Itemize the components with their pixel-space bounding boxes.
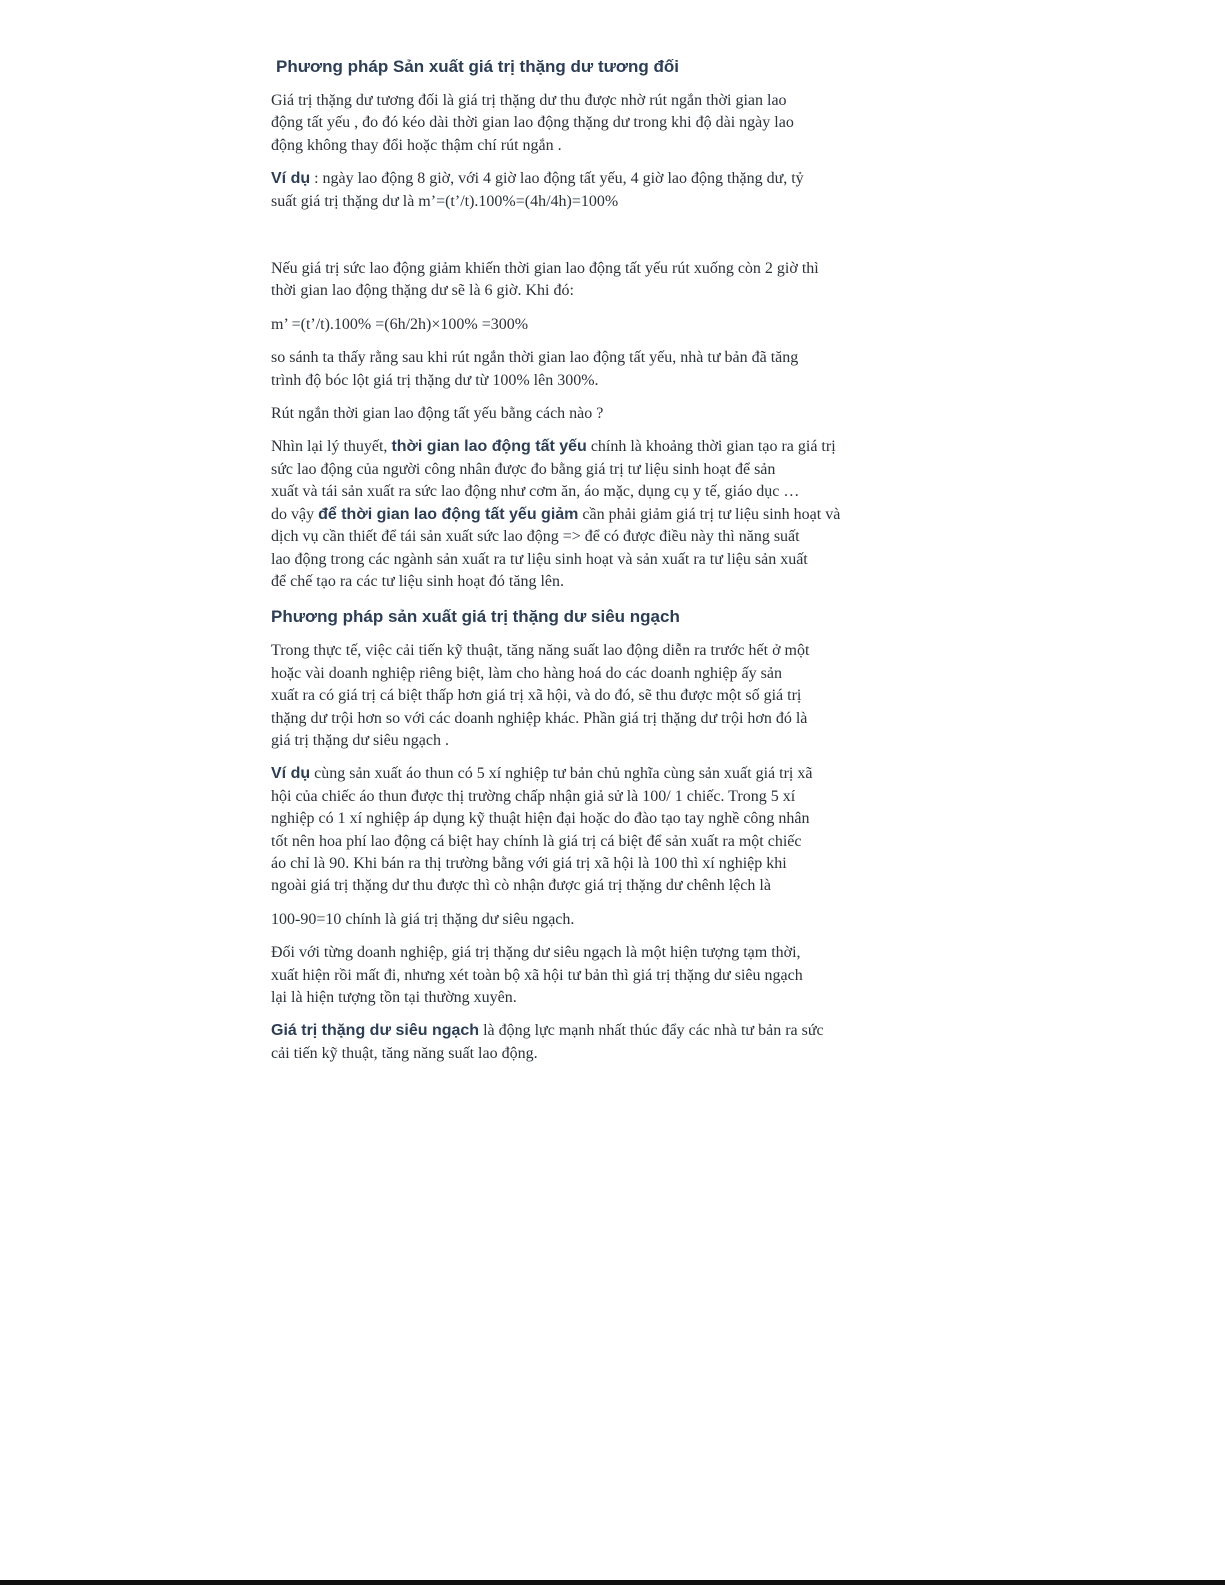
text-line: động không thay đổi hoặc thậm chí rút ngắn . — [271, 136, 562, 154]
paragraph-conclusion — [271, 1020, 911, 1065]
question-line: Rút ngắn thời gian lao động tất yếu bằng cách nào ? — [271, 405, 604, 423]
text-line: Nếu giá trị sức lao động giảm khiến thời gian lao động tất yếu rút xuống còn 2 giờ thì — [271, 260, 819, 278]
text-line: hoặc vài doanh nghiệp riêng biệt, làm cho hàng hoá do các doanh nghiệp ấy sản — [271, 664, 782, 682]
calculation-line: 100-90=10 chính là giá trị thặng dư siêu ngạch. — [271, 910, 575, 928]
text-run: là động lực mạnh nhất thúc đẩy các nhà tư bản ra sức — [479, 1022, 824, 1040]
text-line: nghiệp có 1 xí nghiệp áp dụng kỹ thuật hiện đại hoặc do đào tạo tay nghề công nhân — [271, 810, 810, 828]
text-run: Nhìn lại lý thuyết, — [271, 438, 392, 456]
text-line: áo chỉ là 90. Khi bán ra thị trường bằng với giá trị xã hội là 100 thì xí nghiệp khi — [271, 854, 787, 872]
text-line: Đối với từng doanh nghiệp, giá trị thặng dư siêu ngạch là một hiện tượng tạm thời, — [271, 944, 801, 962]
text-line: cải tiến kỹ thuật, tăng năng suất lao động. — [271, 1044, 538, 1062]
emphasis-necessary-labor-time: thời gian lao động tất yếu — [391, 438, 587, 456]
heading-relative-surplus: Phương pháp Sản xuất giá trị thặng dư tương đối — [276, 57, 679, 76]
text-line: để chế tạo ra các tư liệu sinh hoạt đó tăng lên. — [271, 572, 565, 590]
paragraph-definition — [271, 90, 911, 157]
text-line: Giá trị thặng dư tương đối là giá trị thặng dư thu được nhờ rút ngắn thời gian lao — [271, 92, 787, 109]
text-line: suất giá trị thặng dư là m’=(t’/t).100%=(4h/4h)=100% — [271, 192, 619, 210]
text-line: sức lao động của người công nhân được đo bằng giá trị tư liệu sinh hoạt để sản — [271, 460, 776, 478]
text-line: Trong thực tế, việc cải tiến kỹ thuật, tăng năng suất lao động diễn ra trước hết ở một — [271, 642, 810, 660]
example-label: Ví dụ — [271, 170, 311, 188]
text-line: thời gian lao động thặng dư sẽ là 6 giờ. Khi đó: — [271, 282, 574, 300]
text-line: thặng dư trội hơn so với các doanh nghiệp khác. Phần giá trị thặng dư trội hơn đó là — [271, 709, 808, 727]
paragraph-comparison — [271, 347, 911, 392]
example-label: Ví dụ — [271, 765, 311, 783]
paragraph-excess-definition — [271, 640, 911, 752]
text-line: xuất hiện rồi mất đi, nhưng xét toàn bộ xã hội tư bản thì giá trị thặng dư siêu ngạch — [271, 966, 803, 984]
text-line: giá trị thặng dư siêu ngạch . — [271, 731, 449, 749]
text-line: : ngày lao động 8 giờ, với 4 giờ lao động tất yếu, 4 giờ lao động thặng dư, tỷ — [310, 170, 804, 188]
text-line: lại là hiện tượng tồn tại thường xuyên. — [271, 989, 517, 1006]
document-page — [271, 54, 911, 1076]
text-line: cùng sản xuất áo thun có 5 xí nghiệp tư bản chủ nghĩa cùng sản xuất giá trị xã — [310, 765, 813, 783]
text-line: hội của chiếc áo thun được thị trường chấp nhận giả sử là 100/ 1 chiếc. Trong 5 xí — [271, 787, 796, 805]
paragraph-example-2 — [271, 763, 911, 897]
text-line: xuất và tái sản xuất ra sức lao động như cơm ăn, áo mặc, dụng cụ y tế, giáo dục … — [271, 483, 800, 501]
text-line: so sánh ta thấy rằng sau khi rút ngắn thời gian lao động tất yếu, nhà tư bản đã tăng — [271, 349, 799, 367]
text-run: cần phải giảm giá trị tư liệu sinh hoạt và — [578, 505, 841, 523]
text-line: trình độ bóc lột giá trị thặng dư từ 100% lên 300%. — [271, 371, 599, 389]
emphasis-reduce-labor-time: để thời gian lao động tất yếu giảm — [318, 505, 579, 523]
blank-space — [271, 224, 911, 258]
text-line: xuất ra có giá trị cá biệt thấp hơn giá trị xã hội, và do đó, sẽ thu được một số giá trị — [271, 687, 802, 705]
emphasis-excess-surplus: Giá trị thặng dư siêu ngạch — [271, 1022, 480, 1040]
text-line: tốt nên hoa phí lao động cá biệt hay chính là giá trị cá biệt để sản xuất ra một chiếc — [271, 832, 802, 850]
page-bottom-border — [0, 1580, 1225, 1585]
paragraph-example-1 — [271, 168, 911, 213]
paragraph-theory-review — [271, 436, 911, 593]
text-line: động tất yếu , đo đó kéo dài thời gian lao động thặng dư trong khi độ dài ngày lao — [271, 114, 794, 132]
text-run: chính là khoảng thời gian tạo ra giá trị — [586, 438, 836, 456]
paragraph-reduction — [271, 258, 911, 303]
heading-excess-surplus: Phương pháp sản xuất giá trị thặng dư siêu ngạch — [271, 607, 680, 627]
text-line: ngoài giá trị thặng dư thu được thì cò nhận được giá trị thặng dư chênh lệch là — [271, 877, 771, 895]
text-run: do vậy — [271, 505, 319, 523]
paragraph-temporary — [271, 942, 911, 1009]
formula-line: m’ =(t’/t).100% =(6h/2h)×100% =300% — [271, 315, 529, 333]
text-line: lao động trong các ngành sản xuất ra tư liệu sinh hoạt và sản xuất ra tư liệu sản xuất — [271, 550, 808, 568]
text-line: dịch vụ cần thiết để tái sản xuất sức lao động => để có được điều này thì năng suất — [271, 528, 800, 546]
